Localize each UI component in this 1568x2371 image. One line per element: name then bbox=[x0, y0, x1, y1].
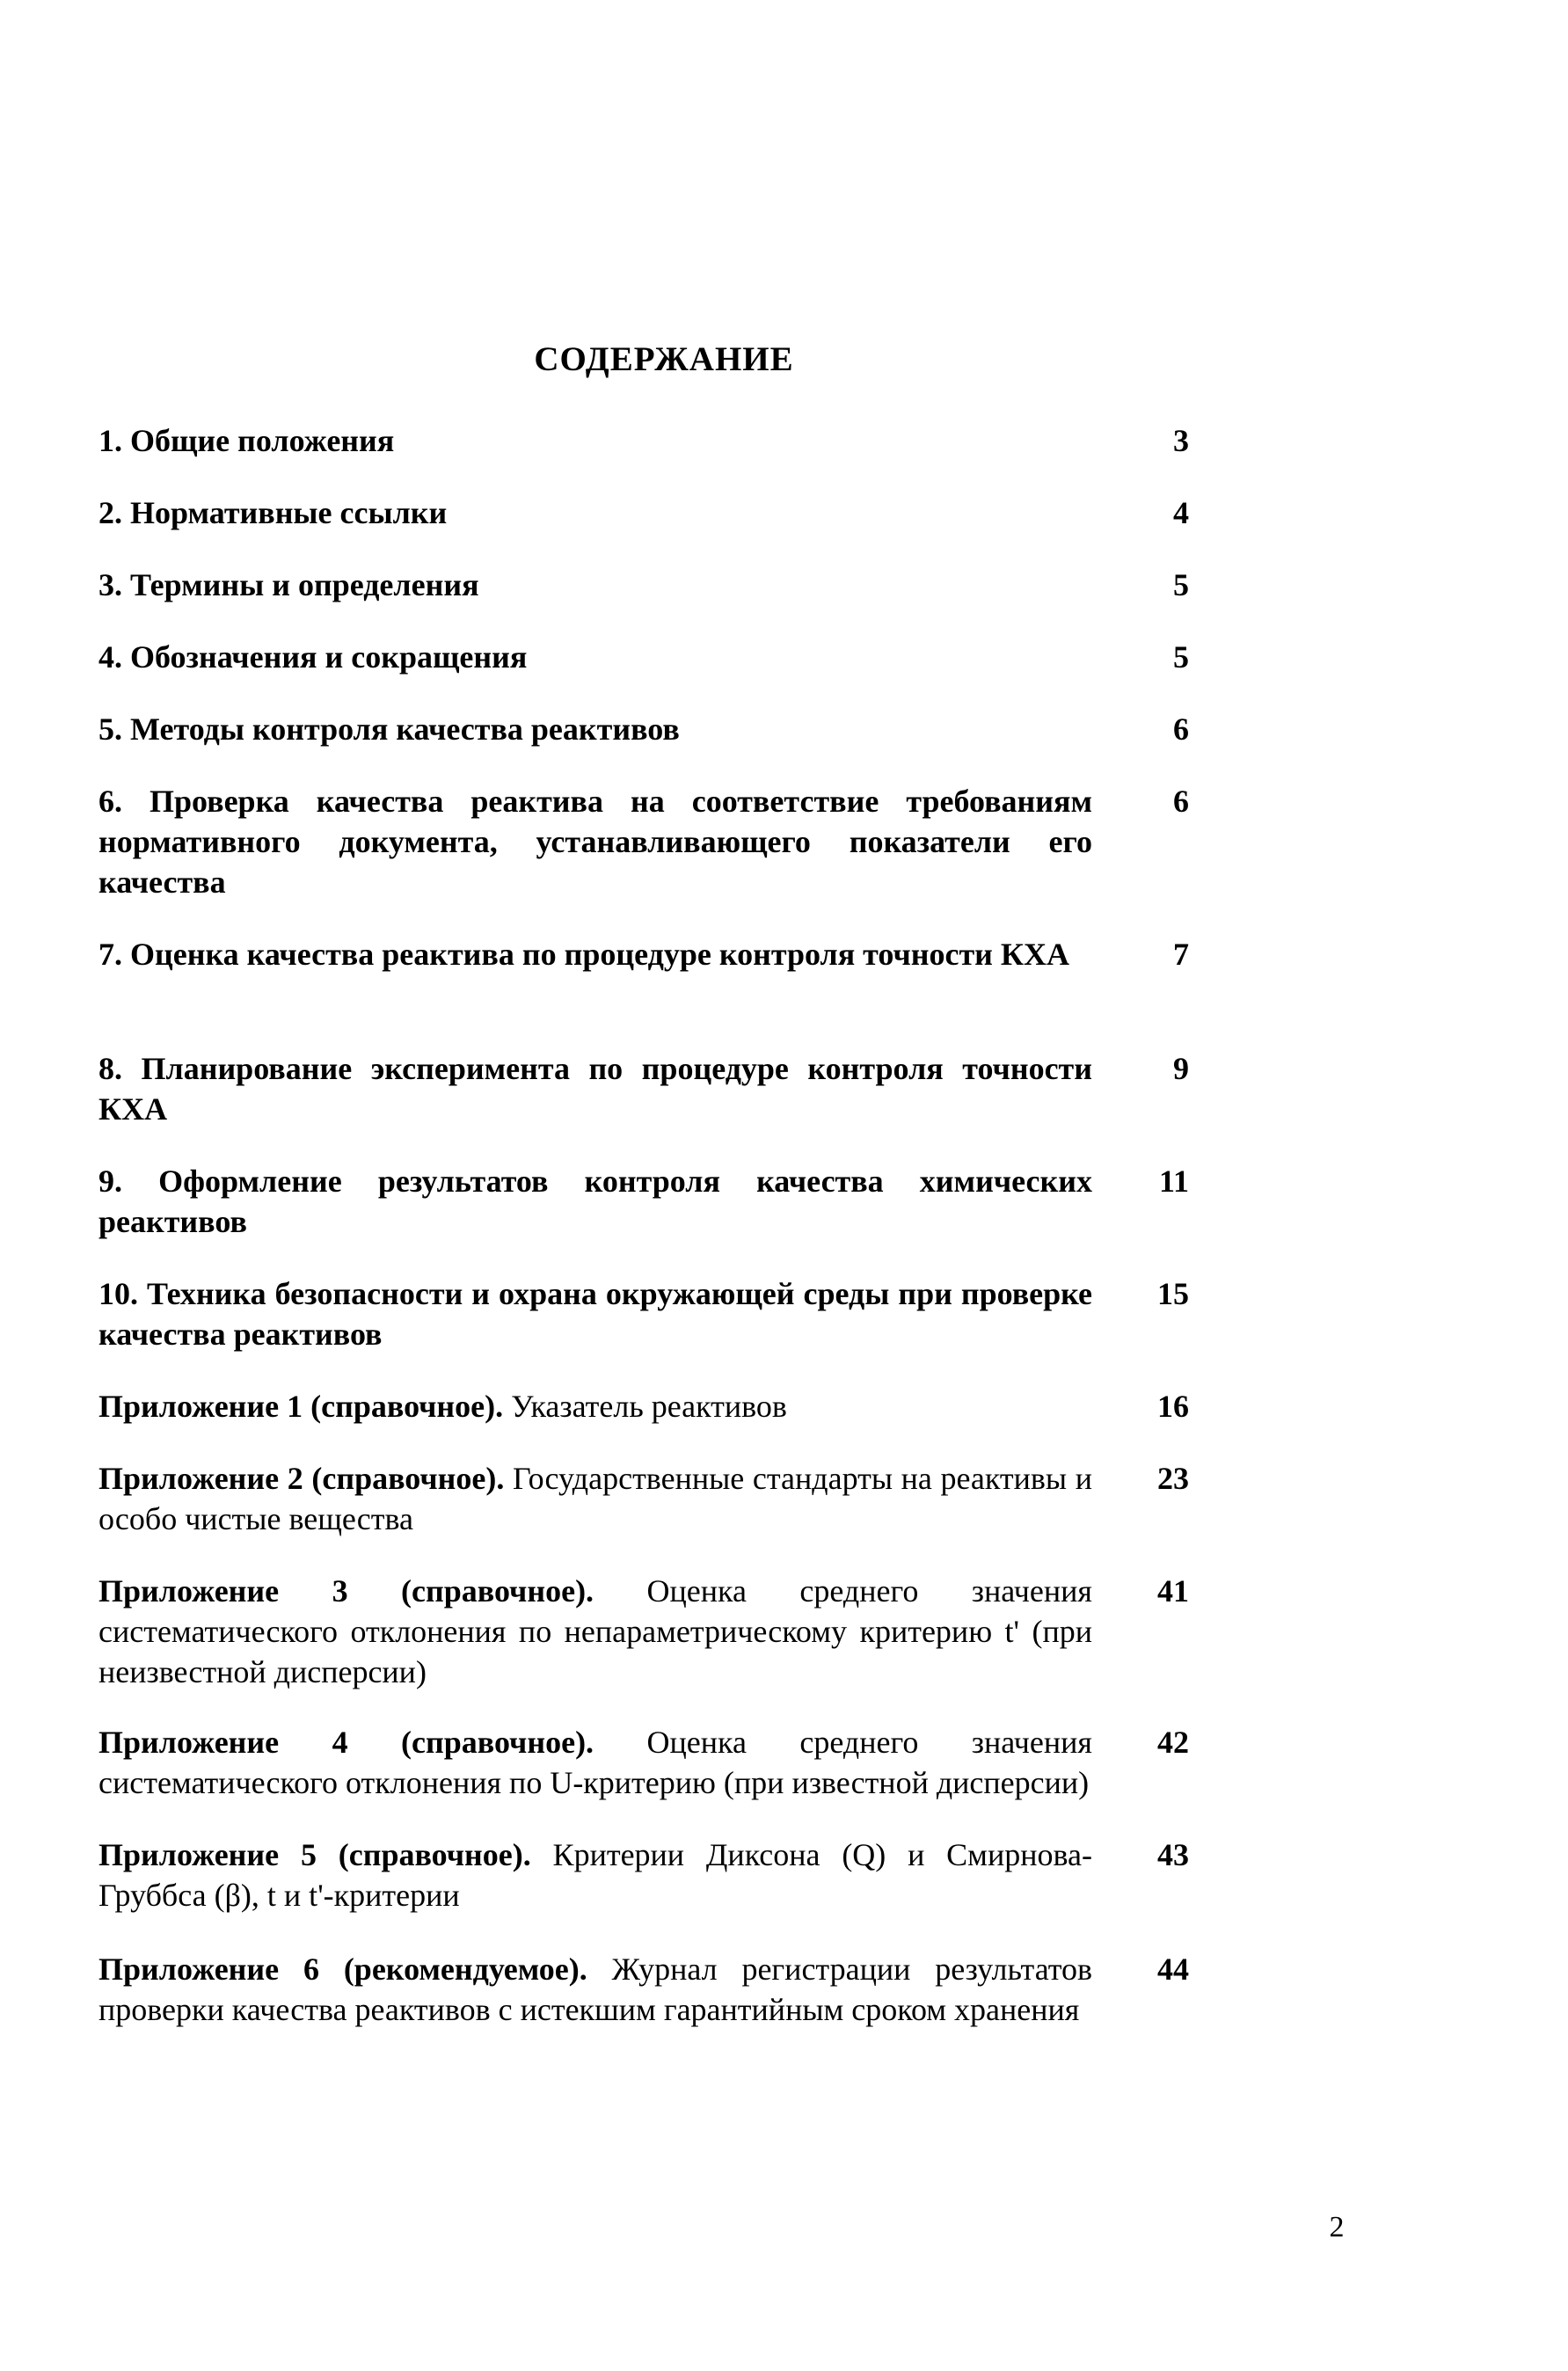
appendix-title: Оценка среднего значения систематического отклонения по U-критерию (при известной дисперсии) bbox=[98, 1725, 1092, 1800]
toc-entry bbox=[98, 1048, 1189, 1129]
appendix-label: Приложение 1 (справочное). bbox=[98, 1389, 504, 1424]
toc-entry-page: 9 bbox=[1173, 1051, 1189, 1086]
toc-entry-text: 4. Обозначения и сокращения bbox=[98, 639, 528, 675]
toc-entry-text: 1. Общие положения bbox=[98, 423, 395, 458]
toc-entry-page: 3 bbox=[1173, 423, 1189, 458]
toc-entry-page: 7 bbox=[1173, 937, 1189, 972]
toc-entry-page: 5 bbox=[1173, 567, 1189, 602]
toc-entry-text: 8. Планирование эксперимента по процедуре контроля точности КХА bbox=[98, 1051, 1092, 1127]
toc-entry bbox=[98, 1571, 1189, 1692]
toc-entry bbox=[98, 934, 1189, 974]
toc-entry-text: 9. Оформление результатов контроля качества химических реактивов bbox=[98, 1164, 1092, 1239]
appendix-label: Приложение 3 (справочное). bbox=[98, 1573, 594, 1609]
toc-entry-page: 16 bbox=[1157, 1389, 1189, 1424]
toc-entry bbox=[98, 1949, 1189, 2030]
toc-entry bbox=[98, 1386, 1189, 1426]
toc-entry-page: 6 bbox=[1173, 784, 1189, 819]
appendix-title: Критерии Диксона (Q) и Смирнова-Груббса (β), t и t'-критерии bbox=[98, 1837, 1092, 1913]
appendix-title: Государственные стандарты на реактивы и особо чистые вещества bbox=[98, 1461, 1092, 1536]
toc-entry-text bbox=[98, 1458, 1092, 1539]
toc-entry-page: 44 bbox=[1157, 1952, 1189, 1987]
appendix-label: Приложение 4 (справочное). bbox=[98, 1725, 594, 1760]
toc-entry bbox=[98, 781, 1189, 902]
toc-entry bbox=[98, 1161, 1189, 1242]
toc-entry-page: 11 bbox=[1158, 1164, 1189, 1199]
toc-entry-page: 42 bbox=[1157, 1725, 1189, 1760]
appendix-label: Приложение 2 (справочное). bbox=[98, 1461, 505, 1496]
toc-entry-text: 10. Техника безопасности и охрана окружающей среды при проверке качества реактивов bbox=[98, 1276, 1092, 1352]
appendix-title: Оценка среднего значения систематического отклонения по непараметрическому критерию t' (при неизвестной дисперсии) bbox=[98, 1573, 1092, 1689]
toc-entry-page: 15 bbox=[1157, 1276, 1189, 1311]
page-number: 2 bbox=[1329, 2211, 1345, 2243]
toc-entry bbox=[98, 1722, 1189, 1803]
toc-entry-text: 2. Нормативные ссылки bbox=[98, 495, 448, 530]
toc-entry-text: 3. Термины и определения bbox=[98, 567, 479, 602]
toc-entry-page: 23 bbox=[1157, 1461, 1189, 1496]
toc-entry-page: 4 bbox=[1173, 495, 1189, 530]
appendix-title: Указатель реактивов bbox=[503, 1389, 787, 1424]
toc-entry-page: 43 bbox=[1157, 1837, 1189, 1872]
toc-entry-page: 41 bbox=[1157, 1573, 1189, 1609]
toc-entry-text bbox=[98, 1835, 1092, 1915]
toc-entry-text bbox=[98, 1949, 1092, 2030]
page-title: СОДЕРЖАНИЕ bbox=[534, 340, 794, 378]
toc-entry-text bbox=[98, 1386, 1092, 1426]
toc-entry bbox=[98, 492, 1189, 533]
toc-entry bbox=[98, 1273, 1189, 1354]
toc-entry-text: 5. Методы контроля качества реактивов bbox=[98, 711, 680, 747]
toc-entry-page: 6 bbox=[1173, 711, 1189, 747]
toc-entry bbox=[98, 1458, 1189, 1539]
toc-entry bbox=[98, 1835, 1189, 1915]
toc-entry bbox=[98, 565, 1189, 605]
appendix-label: Приложение 6 (рекомендуемое). bbox=[98, 1952, 587, 1987]
appendix-label: Приложение 5 (справочное). bbox=[98, 1837, 531, 1872]
toc-entry-text: 7. Оценка качества реактива по процедуре контроля точности КХА bbox=[98, 937, 1069, 972]
toc-entry-text: 6. Проверка качества реактива на соответствие требованиям нормативного документа, устанавливающего показатели его качества bbox=[98, 784, 1092, 900]
toc-entry bbox=[98, 637, 1189, 677]
toc-entry bbox=[98, 420, 1189, 461]
toc-entry-page: 5 bbox=[1173, 639, 1189, 675]
appendix-title: Журнал регистрации результатов проверки качества реактивов с истекшим гарантийным сроком хранения bbox=[98, 1952, 1093, 2027]
toc-entry-text bbox=[98, 1571, 1092, 1692]
toc-entry bbox=[98, 709, 1189, 749]
toc-entry-text bbox=[98, 1722, 1092, 1803]
